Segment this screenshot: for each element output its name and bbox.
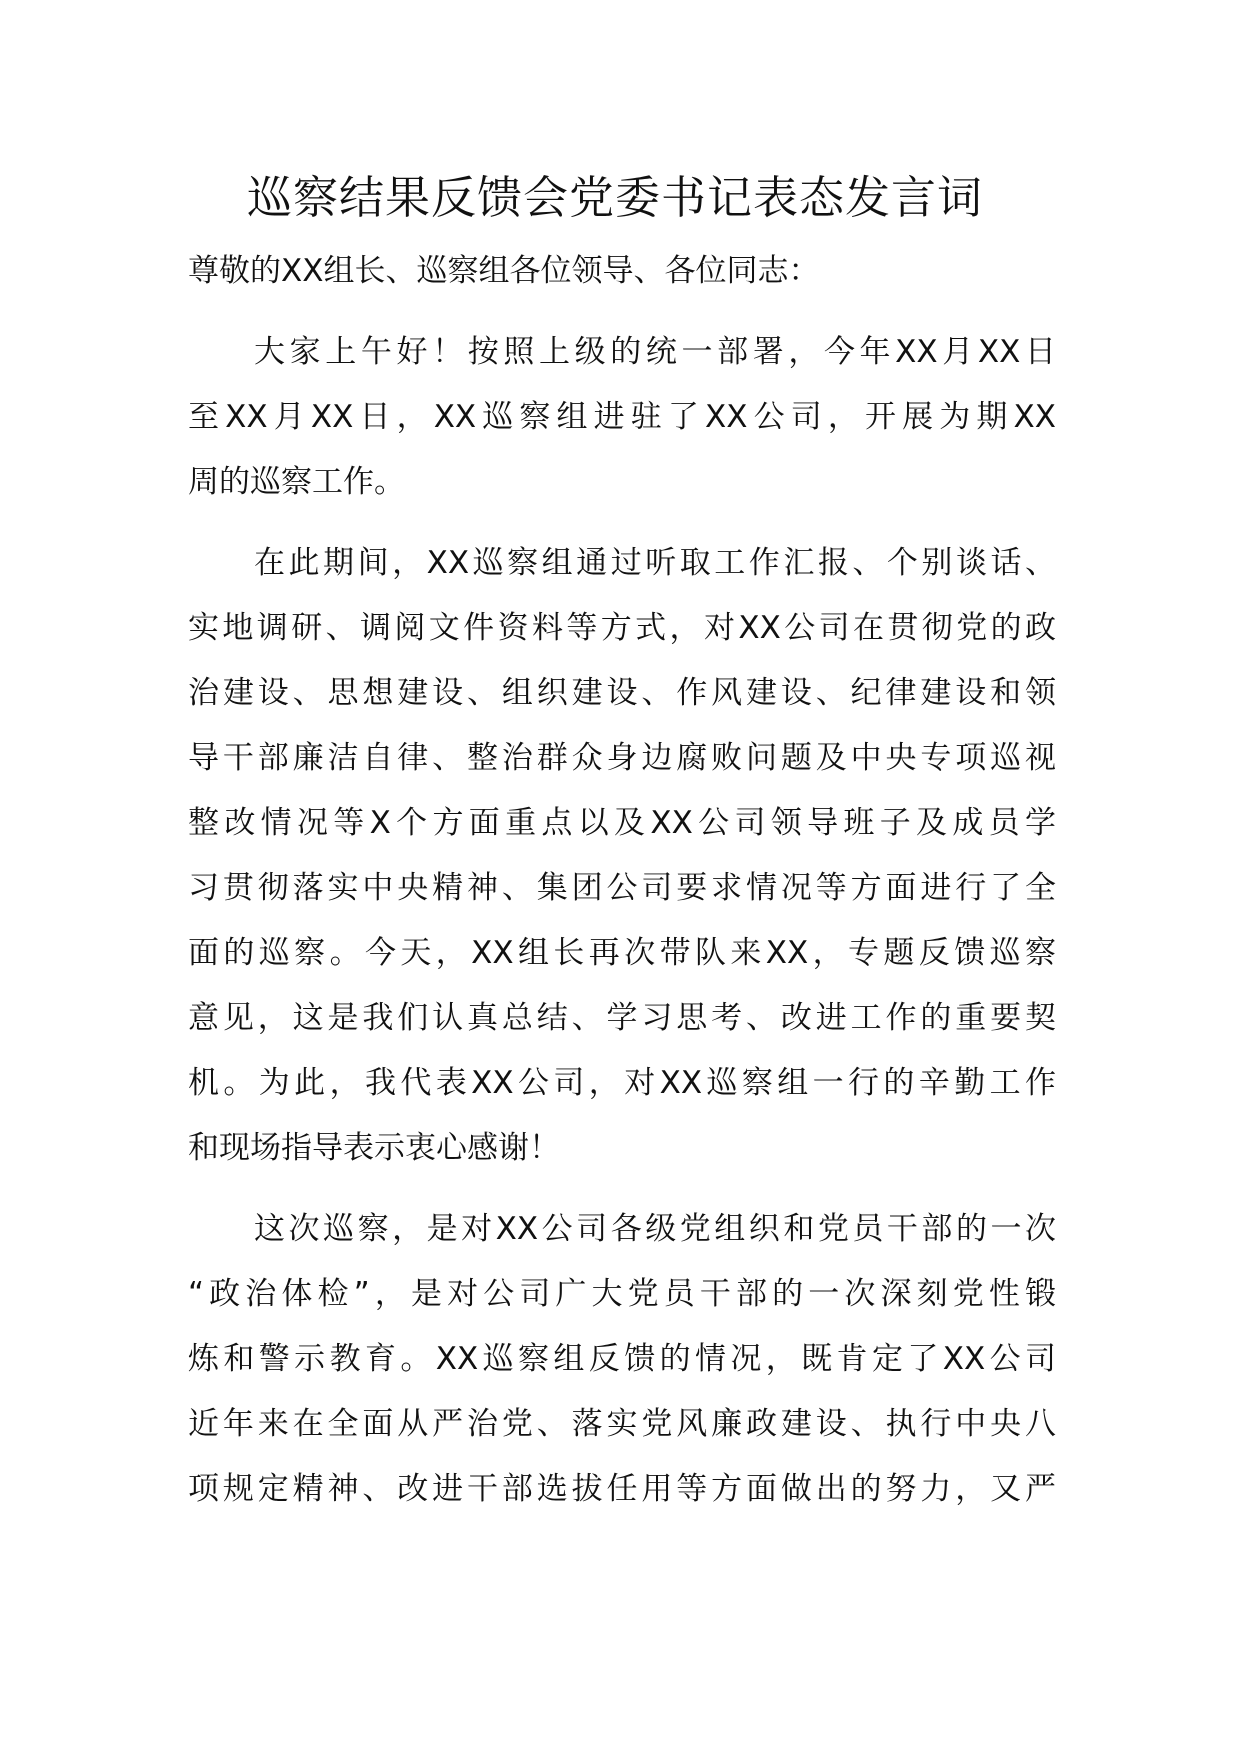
paragraph-2 xyxy=(188,531,1056,1181)
document-page xyxy=(188,160,1056,1522)
paragraph-line: 导干部廉洁自律、整治群众身边腐败问题及中央专项巡视 xyxy=(188,740,1056,776)
paragraph-line: 近年来在全面从严治党、落实党风廉政建设、执行中央八 xyxy=(188,1406,1056,1442)
paragraph-line: 至XX月XX日，XX巡察组进驻了XX公司，开展为期XX xyxy=(188,399,1056,435)
paragraph-line: 实地调研、调阅文件资料等方式，对XX公司在贯彻党的政 xyxy=(188,610,1056,646)
paragraph-line: 项规定精神、改进干部选拔任用等方面做出的努力，又严 xyxy=(188,1471,1056,1507)
paragraph-line: 整改情况等X个方面重点以及XX公司领导班子及成员学 xyxy=(188,805,1056,841)
paragraph-line: 意见，这是我们认真总结、学习思考、改进工作的重要契 xyxy=(188,1000,1056,1036)
paragraph-line: 治建设、思想建设、组织建设、作风建设、纪律建设和领 xyxy=(188,675,1056,711)
paragraph-line: 和现场指导表示衷心感谢！ xyxy=(188,1130,560,1166)
paragraph-line: “政治体检”，是对公司广大党员干部的一次深刻党性锻 xyxy=(188,1276,1056,1312)
paragraph-line: 习贯彻落实中央精神、集团公司要求情况等方面进行了全 xyxy=(188,870,1056,906)
paragraph-line: 大家上午好！按照上级的统一部署，今年XX月XX日 xyxy=(254,334,1056,370)
paragraph-3 xyxy=(188,1197,1056,1522)
document-title: 巡察结果反馈会党委书记表态发言词 xyxy=(246,171,983,224)
paragraph-line: 机。为此，我代表XX公司，对XX巡察组一行的辛勤工作 xyxy=(188,1065,1056,1101)
paragraph-line: 面的巡察。今天，XX组长再次带队来XX，专题反馈巡察 xyxy=(188,935,1056,971)
paragraph-line: 这次巡察，是对XX公司各级党组织和党员干部的一次 xyxy=(254,1211,1056,1247)
paragraph-1 xyxy=(188,320,1056,515)
salutation: 尊敬的XX组长、巡察组各位领导、各位同志： xyxy=(188,253,820,289)
paragraph-line: 在此期间，XX巡察组通过听取工作汇报、个别谈话、 xyxy=(254,545,1056,581)
paragraph-line: 炼和警示教育。XX巡察组反馈的情况，既肯定了XX公司 xyxy=(188,1341,1056,1377)
paragraph-line: 周的巡察工作。 xyxy=(188,464,405,500)
